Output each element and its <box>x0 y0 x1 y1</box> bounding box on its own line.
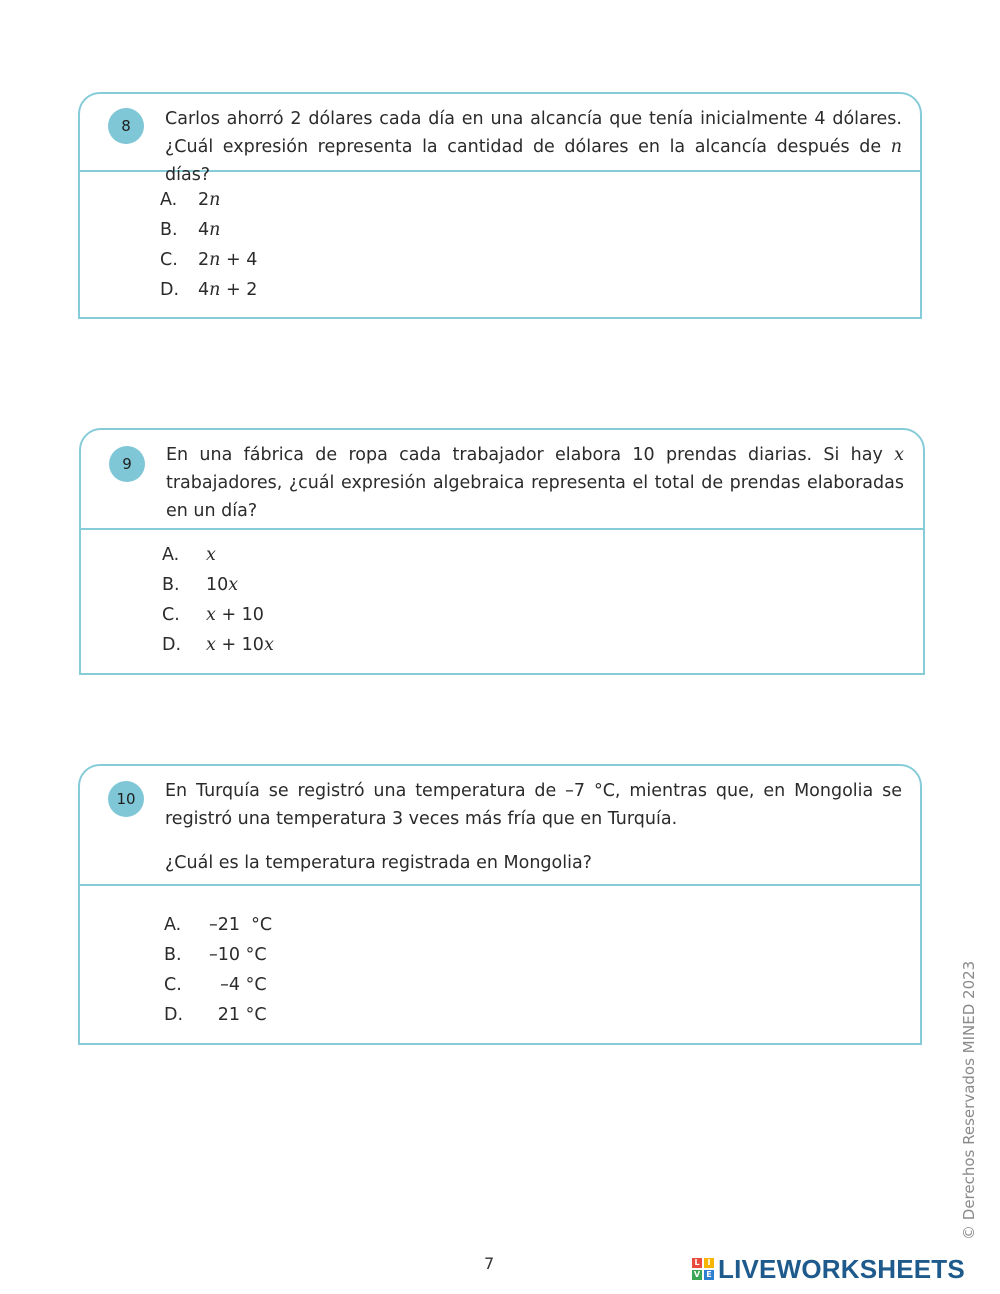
question-header <box>81 430 923 530</box>
question-number-badge: 8 <box>108 108 144 144</box>
question-prompt: ¿Cuál es la temperatura registrada en Mongolia? <box>165 853 592 873</box>
question-text: En una fábrica de ropa cada trabajador elabora 10 prendas diarias. Si hay x trabajadores, ¿cuál expresión algebraica representa el total de prendas elaboradas en un día? <box>166 445 904 521</box>
question-header <box>80 94 920 185</box>
question-text: Carlos ahorró 2 dólares cada día en una alcancía que tenía inicialmente 4 dólares. ¿Cuál expresión representa la cantidad de dólares en la alcancía después de n días? <box>165 109 902 185</box>
liveworksheets-logo <box>692 1254 965 1284</box>
question-number-badge: 10 <box>108 781 144 817</box>
option-c[interactable]: C. 2n + 4 <box>160 250 258 270</box>
question-header <box>80 766 920 886</box>
option-c[interactable]: C. –4 °C <box>164 975 267 995</box>
option-d[interactable]: D. 21 °C <box>164 1005 267 1025</box>
option-a[interactable]: A. x <box>162 545 216 565</box>
question-card-10 <box>78 764 922 1045</box>
option-c[interactable]: C. x + 10 <box>162 605 264 625</box>
option-b[interactable]: B. –10 °C <box>164 945 267 965</box>
option-a[interactable]: A. –21 °C <box>164 915 273 935</box>
option-b[interactable]: B. 10x <box>162 575 239 595</box>
page-number: 7 <box>484 1254 495 1273</box>
logo-text: LIVEWORKSHEETS <box>718 1253 965 1284</box>
option-d[interactable]: D. x + 10x <box>162 635 274 655</box>
question-card-9 <box>79 428 925 675</box>
option-b[interactable]: B. 4n <box>160 220 221 240</box>
copyright-notice: © Derechos Reservados MINED 2023 <box>960 960 978 1240</box>
question-number-badge: 9 <box>109 446 145 482</box>
question-text: En Turquía se registró una temperatura de –7 °C, mientras que, en Mongolia se registró una temperatura 3 veces más fría que en Turquía. ¿Cuál es la temperatura registrada en Mongolia? <box>165 766 902 877</box>
logo-icon: L I V E <box>692 1258 714 1280</box>
question-card-8 <box>78 92 922 319</box>
option-d[interactable]: D. 4n + 2 <box>160 280 258 300</box>
option-a[interactable]: A. 2n <box>160 190 221 210</box>
